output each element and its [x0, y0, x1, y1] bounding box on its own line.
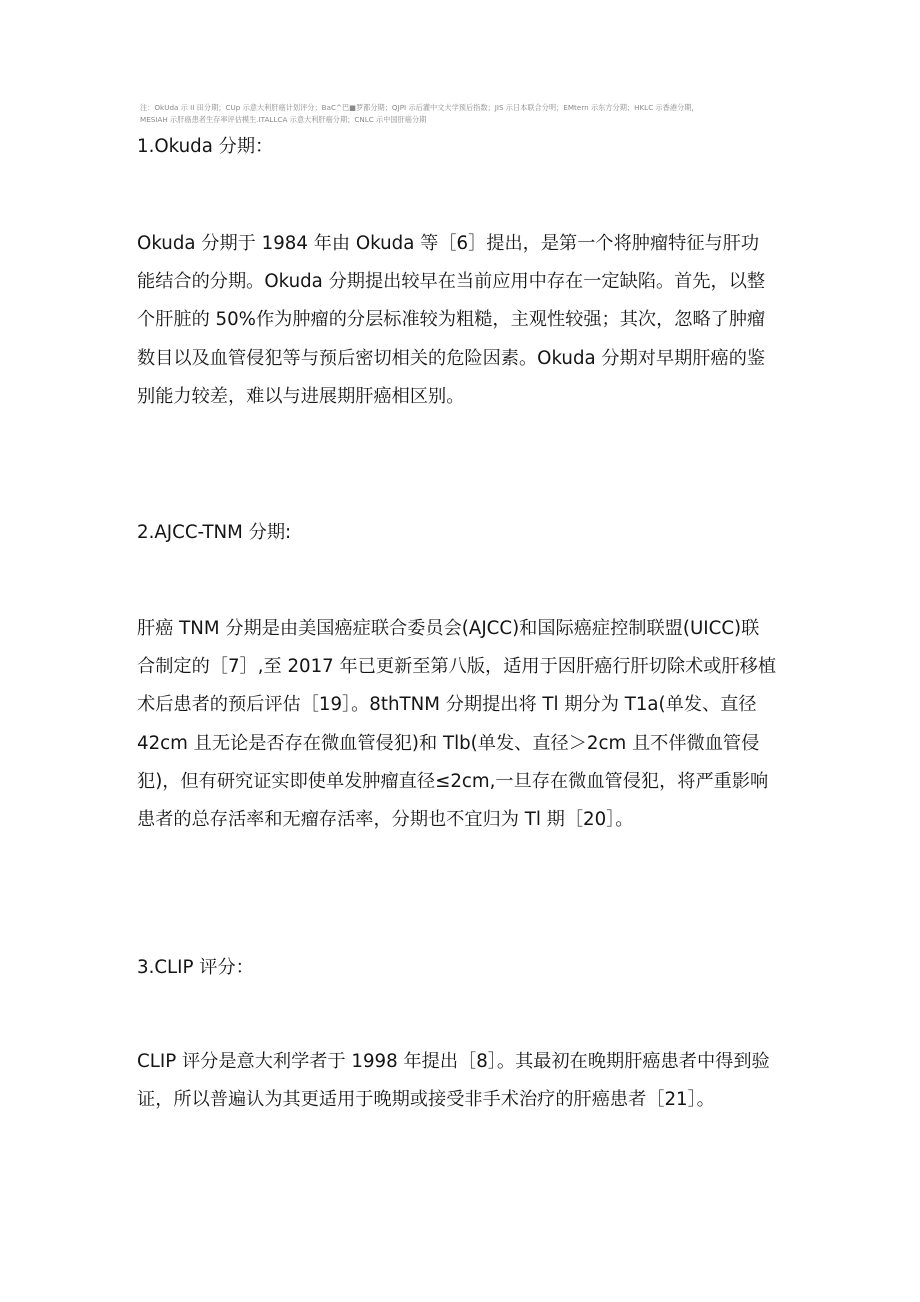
paragraph-line: 证，所以普遍认为其更适用于晚期或接受非手术治疗的肝癌患者［21］。	[137, 1089, 715, 1111]
paragraph-line: 别能力较差，难以与进展期肝癌相区别。	[137, 385, 465, 407]
section-heading-okuda	[137, 134, 797, 160]
paragraph-line: 42cm 且无论是否存在微血管侵犯)和 Tlb(单发、直径＞2cm 且不伴微血管侵	[137, 732, 760, 754]
paragraph-line: 能结合的分期。Okuda 分期提出较早在当前应用中存在一定缺陷。首先，以整	[137, 271, 766, 293]
paragraph-line: 患者的总存活率和无瘤存活率，分期也不宜归为 Tl 期［20］。	[137, 809, 634, 831]
paragraph-line: 犯)，但有研究证实即使单发肿瘤直径≤2cm,一旦存在微血管侵犯，将严重影响	[137, 770, 769, 792]
section-heading-text: 2.AJCC-TNM 分期:	[137, 522, 292, 543]
paragraph-line: 肝癌 TNM 分期是由美国癌症联合委员会(AJCC)和国际癌症控制联盟(UICC)联	[137, 618, 760, 639]
paragraph-line: 数目以及血管侵犯等与预后密切相关的危险因素。Okuda 分期对早期肝癌的鉴	[137, 347, 766, 369]
section-heading-text: 3.CLIP 评分：	[137, 957, 254, 978]
section-heading-ajcc-tnm	[137, 520, 797, 546]
paragraph-line: 合制定的［7］,至 2017 年已更新至第八版，适用于因肝癌行肝切除术或肝移植	[137, 656, 777, 678]
paragraph-line: 术后患者的预后评估［19］。8thTNM 分期提出将 Tl 期分为 T1a(单发、直径	[137, 694, 757, 716]
section-heading-text: 1.Okuda 分期：	[137, 136, 274, 157]
paragraph-line: 个肝脏的 50%作为肿瘤的分层标准较为粗糙，主观性较强；其次，忽略了肿瘤	[137, 309, 766, 331]
section-paragraph-clip	[137, 1043, 797, 1119]
footnote-line: MESIAH 示肝癌患者生存率评估模生.ITALLCA 示意大利肝癌分期；CNLC 示中国肝癌分期	[140, 115, 427, 124]
section-paragraph-ajcc-tnm	[137, 610, 797, 839]
section-heading-clip	[137, 955, 797, 981]
section-paragraph-okuda	[137, 225, 797, 416]
paragraph-line: CLIP 评分是意大利学者于 1998 年提出［8］。其最初在晚期肝癌患者中得到验	[137, 1051, 770, 1072]
footnote-line: 注：OkUda 示 II 田分期；CUp 示意大利肝癌计划评分；BaC^巴■罗都分期；QJPI 示后灌中文大学预后指数；JIS 示日本联合分明；EMtern 示东方分期；HKLC 示香港分期，	[140, 103, 699, 112]
table-footnote	[140, 102, 800, 126]
paragraph-line: Okuda 分期于 1984 年由 Okuda 等［6］提出，是第一个将肿瘤特征与肝功	[137, 233, 760, 254]
